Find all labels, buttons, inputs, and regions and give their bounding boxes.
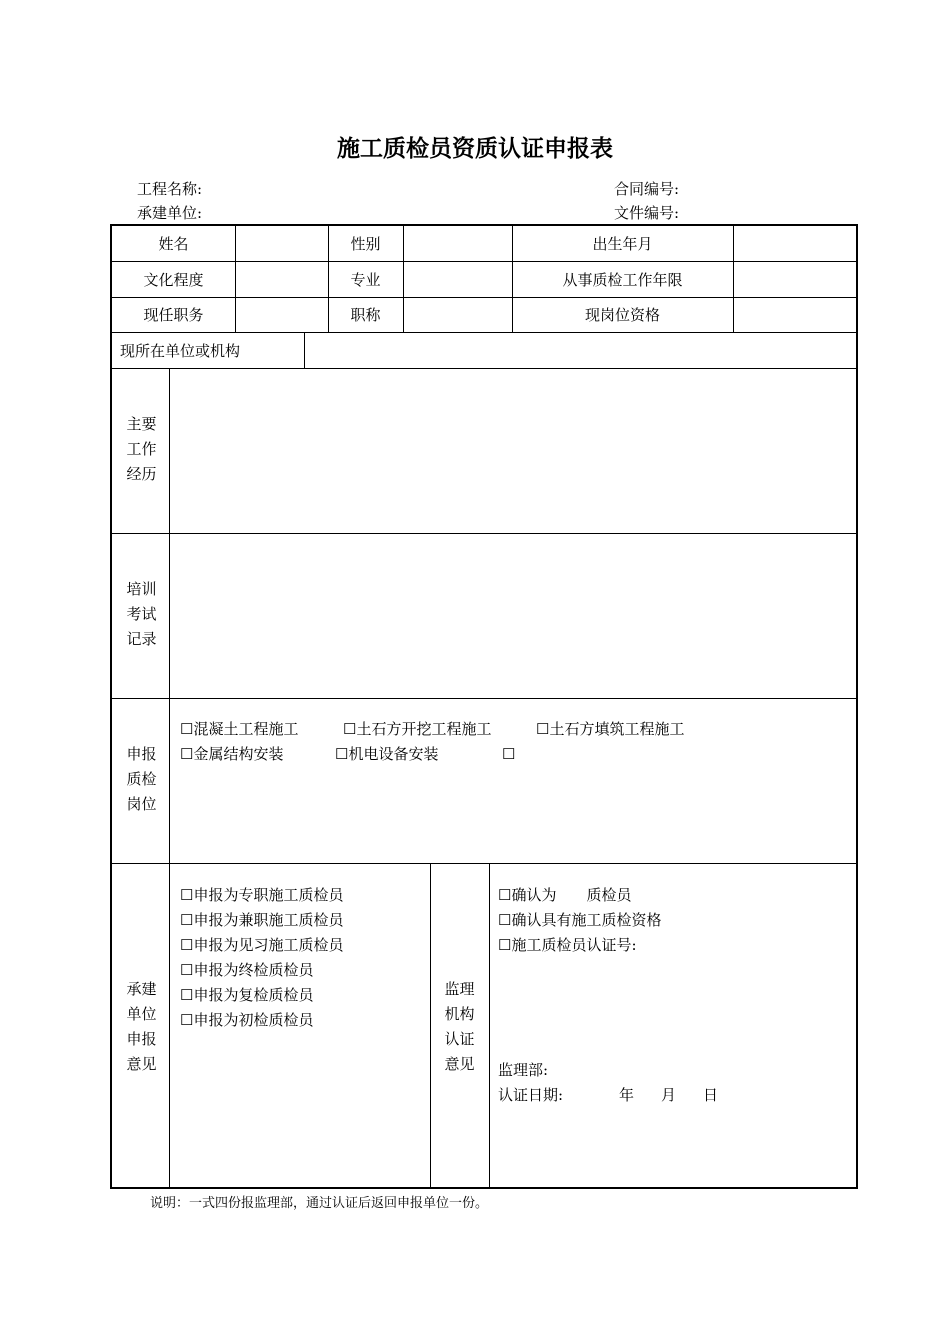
years-field[interactable] — [733, 261, 856, 297]
education-label: 文化程度 — [143, 270, 204, 289]
post-option-filling[interactable]: ☐土石方填筑工程施工 — [536, 720, 685, 738]
builder-option-6[interactable]: ☐申报为初检质检员 — [180, 1011, 314, 1029]
experience-label: 主要 工作 经历 — [126, 415, 157, 483]
gender-field[interactable] — [403, 226, 512, 261]
supervisor-opinion-label: 监理 机构 认证 意见 — [444, 980, 475, 1073]
builder-option-1[interactable]: ☐申报为专职施工质检员 — [180, 886, 344, 904]
training-label: 培训 考试 记录 — [126, 580, 157, 648]
col-divider — [489, 863, 490, 1187]
position-field[interactable] — [235, 297, 328, 332]
major-label: 专业 — [350, 270, 381, 289]
gender-label: 性别 — [350, 235, 381, 253]
qualified-option[interactable]: ☐确认具有施工质检资格 — [498, 911, 662, 929]
birth-field[interactable] — [733, 226, 856, 261]
post-qual-field[interactable] — [733, 297, 856, 332]
title-label: 职称 — [350, 306, 381, 324]
builder-option-3[interactable]: ☐申报为见习施工质检员 — [180, 936, 344, 954]
builder-label: 承建单位: — [137, 204, 203, 222]
post-option-metal[interactable]: ☐金属结构安装 — [180, 745, 284, 763]
builder-option-5[interactable]: ☐申报为复检质检员 — [180, 986, 314, 1004]
name-label: 姓名 — [158, 235, 189, 253]
current-unit-field[interactable] — [304, 332, 856, 368]
row-divider — [112, 863, 856, 864]
builder-option-list — [180, 883, 343, 1033]
training-field[interactable] — [170, 534, 856, 698]
cert-no-option[interactable]: ☐施工质检员认证号: — [498, 936, 637, 954]
post-qual-label: 现岗位资格 — [584, 306, 660, 324]
birth-label: 出生年月 — [592, 235, 653, 253]
major-field[interactable] — [403, 261, 512, 297]
post-option-other[interactable]: ☐ — [502, 745, 516, 763]
years-label: 从事质检工作年限 — [562, 270, 683, 289]
post-option-electrical[interactable]: ☐机电设备安装 — [335, 745, 439, 763]
current-unit-label: 现所在单位或机构 — [120, 341, 241, 360]
row-divider — [112, 698, 856, 699]
name-field[interactable] — [235, 226, 328, 261]
builder-opinion-label: 承建 单位 申报 意见 — [126, 980, 157, 1073]
experience-field[interactable] — [170, 369, 856, 533]
form-table — [110, 224, 858, 1189]
post-option-concrete[interactable]: ☐混凝土工程施工 — [180, 720, 299, 738]
date-day: 日 — [703, 1086, 719, 1104]
builder-option-4[interactable]: ☐申报为终检质检员 — [180, 961, 314, 979]
project-name-label: 工程名称: — [137, 180, 203, 198]
footnote: 说明：一式四份报监理部，通过认证后返回申报单位一份。 — [150, 1196, 489, 1211]
builder-option-2[interactable]: ☐申报为兼职施工质检员 — [180, 911, 344, 929]
apply-post-label: 申报 质检 岗位 — [126, 745, 157, 813]
date-year: 年 — [619, 1086, 635, 1104]
title-field[interactable] — [403, 297, 512, 332]
date-month: 月 — [661, 1086, 677, 1104]
contract-no-label: 合同编号: — [614, 180, 680, 198]
position-label: 现任职务 — [143, 306, 204, 324]
file-no-label: 文件编号: — [614, 204, 680, 222]
supervisor-dept-label: 监理部: — [498, 1061, 549, 1079]
post-option-excavation[interactable]: ☐土石方开挖工程施工 — [343, 720, 492, 738]
form-title: 施工质检员资质认证申报表 — [337, 136, 613, 162]
confirm-as-option[interactable]: ☐确认为 质检员 — [498, 886, 632, 904]
cert-date-label: 认证日期: — [498, 1086, 564, 1104]
education-field[interactable] — [235, 261, 328, 297]
